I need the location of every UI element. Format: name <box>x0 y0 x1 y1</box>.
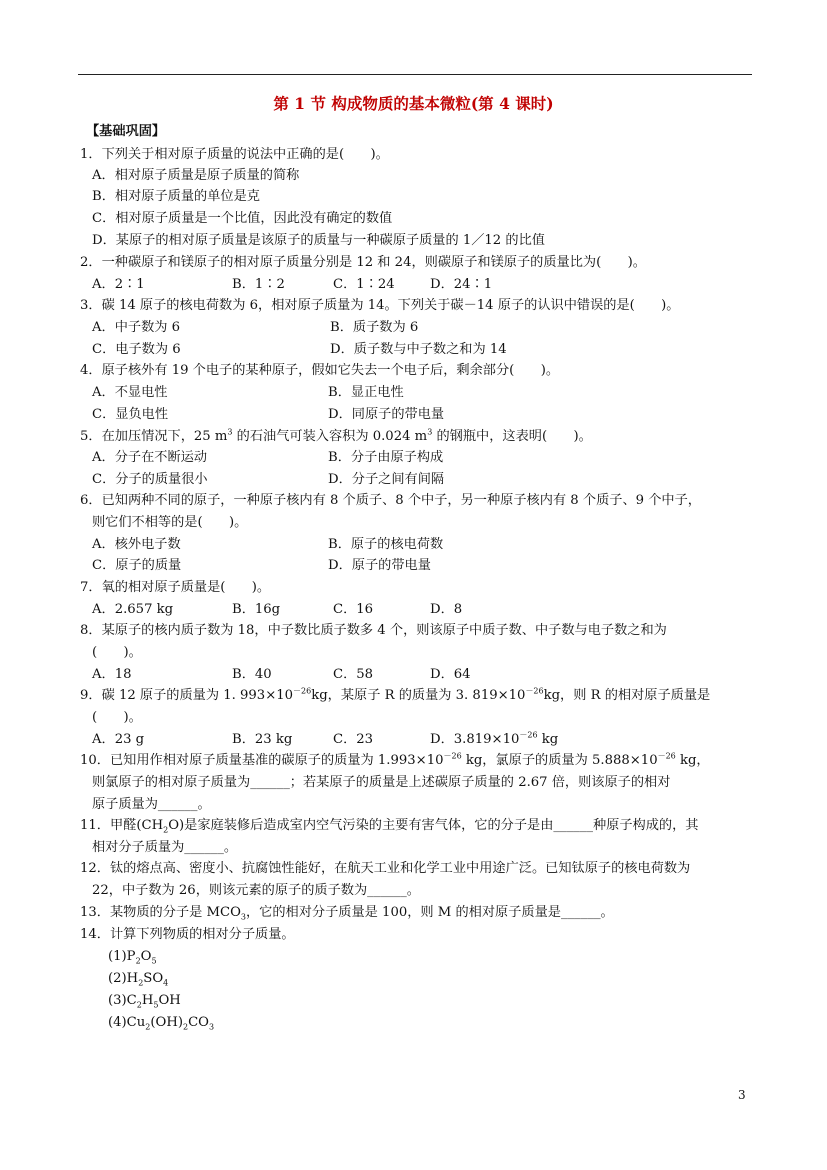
question-5 <box>80 427 592 444</box>
q5-option-b: B．分子由原子构成 <box>328 450 444 465</box>
q8-option-d: D．64 <box>430 667 471 682</box>
q14-item-3 <box>108 993 181 1010</box>
q14-item-3-text-3: OH <box>158 993 181 1008</box>
q14-item-1 <box>108 949 157 966</box>
q14-item-2-text: (2)H <box>108 971 139 986</box>
q11-subscript: 2 <box>163 825 169 835</box>
q14-item-1-sub-2: 5 <box>151 956 157 966</box>
q5-text-3: 的钢瓶中，这表明( )。 <box>432 429 592 444</box>
section-heading: 【基础巩固】 <box>86 124 166 139</box>
q9-exponent-1: －26 <box>293 686 312 696</box>
q13-text-2: ，它的相对分子质量是 100，则 M 的相对原子质量是______。 <box>245 905 614 920</box>
q5-option-d: D．分子之间有间隔 <box>328 472 445 487</box>
q14-item-1-text-2: O <box>140 949 152 964</box>
q10-exponent-2: －26 <box>657 751 676 761</box>
q14-item-4-sub-1: 2 <box>145 1022 151 1032</box>
q9-text-1: 9．碳 12 原子的质量为 1. 993×10 <box>80 688 294 703</box>
q14-item-4-text-2: (OH) <box>150 1015 183 1030</box>
q4-option-d: D．同原子的带电量 <box>328 407 445 422</box>
q14-item-2-sub-2: 4 <box>163 978 169 988</box>
q14-item-2-sub-1: 2 <box>138 978 144 988</box>
question-9-cont: ( )。 <box>92 710 142 725</box>
q13-subscript: 3 <box>240 912 246 922</box>
q9-option-c: C．23 <box>333 732 374 747</box>
q14-item-4-text: (4)Cu <box>108 1015 146 1030</box>
question-10-line-3: 原子质量为______。 <box>92 797 211 812</box>
q5-text-2: 的石油气可装入容积为 0.024 m <box>232 429 428 444</box>
question-1: 1．下列关于相对原子质量的说法中正确的是( )。 <box>80 147 389 162</box>
q9-text-2: kg，某原子 R 的质量为 3. 819×10 <box>311 688 526 703</box>
q5-superscript-1: 3 <box>227 427 233 437</box>
q4-option-c: C．显负电性 <box>92 407 169 422</box>
page-number: 3 <box>738 1088 746 1102</box>
q1-option-a: A．相对原子质量是原子质量的简称 <box>92 168 300 183</box>
q14-item-1-sub-1: 2 <box>135 956 141 966</box>
q7-option-c: C．16 <box>333 602 374 617</box>
question-11-line-2: 相对分子质量为______。 <box>92 840 238 855</box>
q9-option-b: B．23 kg <box>232 732 293 747</box>
question-12-line-2: 22，中子数为 26，则该元素的原子的质子数为______。 <box>92 883 420 898</box>
q14-item-4-sub-3: 3 <box>208 1022 215 1032</box>
q4-option-a: A．不显电性 <box>92 385 168 400</box>
question-4: 4．原子核外有 19 个电子的某种原子，假如它失去一个电子后，剩余部分( )。 <box>80 363 560 378</box>
question-9 <box>80 686 711 703</box>
q10-text-1: 10．已知用作相对原子质量基准的碳原子的质量为 1.993×10 <box>80 753 444 768</box>
question-8-cont: ( )。 <box>92 645 142 660</box>
q1-option-d: D．某原子的相对原子质量是该原子的质量与一种碳原子质量的 1／12 的比值 <box>92 233 545 248</box>
question-6-cont: 则它们不相等的是( )。 <box>92 515 248 530</box>
q9-text-3: kg，则 R 的相对原子质量是 <box>543 688 711 703</box>
q5-option-a: A．分子在不断运动 <box>92 450 208 465</box>
q3-option-a: A．中子数为 6 <box>92 320 181 335</box>
q14-item-1-text: (1)P <box>108 949 136 964</box>
q6-option-a: A．核外电子数 <box>92 537 181 552</box>
q14-item-2-text-2: SO <box>143 971 164 986</box>
q14-item-3-text: (3)C <box>108 993 137 1008</box>
question-13 <box>80 905 614 922</box>
q1-option-b: B．相对原子质量的单位是克 <box>92 189 260 204</box>
q13-text-1: 13．某物质的分子是 MCO <box>80 905 241 920</box>
q9-option-a: A．23 g <box>92 732 145 747</box>
q9-exponent-2: －26 <box>525 686 544 696</box>
q6-option-b: B．原子的核电荷数 <box>328 537 444 552</box>
q5-text-1: 5．在加压情况下，25 m <box>80 429 228 444</box>
q2-option-b: B．1∶2 <box>232 277 285 292</box>
q9-d-text: D．3.819×10 <box>430 732 520 747</box>
q5-option-c: C．分子的质量很小 <box>92 472 208 487</box>
q14-item-4-sub-2: 2 <box>182 1022 189 1032</box>
question-3: 3．碳 14 原子的核电荷数为 6，相对原子质量为 14。下列关于碳－14 原子的认识中错误的是( )。 <box>80 298 680 313</box>
q14-item-2 <box>108 971 169 988</box>
q9-option-d <box>430 730 559 747</box>
q8-option-c: C．58 <box>333 667 374 682</box>
q9-d-unit: kg <box>537 732 559 747</box>
question-8: 8．某原子的核内质子数为 18，中子数比质子数多 4 个，则该原子中质子数、中子数与电子数之和为 <box>80 623 667 638</box>
q3-option-b: B．质子数为 6 <box>330 320 419 335</box>
q14-item-4 <box>108 1015 215 1032</box>
question-14: 14．计算下列物质的相对分子质量。 <box>80 927 295 942</box>
q14-item-3-sub-1: 2 <box>136 1000 142 1010</box>
q3-option-d: D．质子数与中子数之和为 14 <box>330 342 507 357</box>
q6-option-c: C．原子的质量 <box>92 558 182 573</box>
q10-text-3: kg， <box>675 753 710 768</box>
q10-text-2: kg，氯原子的质量为 5.888×10 <box>461 753 658 768</box>
q8-option-b: B．40 <box>232 667 272 682</box>
q7-option-a: A．2.657 kg <box>92 602 174 617</box>
q7-option-b: B．16g <box>232 602 281 617</box>
q14-item-3-sub-2: 5 <box>153 1000 159 1010</box>
q7-option-d: D．8 <box>430 602 463 617</box>
q3-option-c: C．电子数为 6 <box>92 342 181 357</box>
question-12: 12．钛的熔点高、密度小、抗腐蚀性能好，在航天工业和化学工业中用途广泛。已知钛原子的核电荷数为 <box>80 861 691 876</box>
q4-option-b: B．显正电性 <box>328 385 404 400</box>
question-10-line-2: 则氯原子的相对原子质量为______；若某原子的质量是上述碳原子质量的 2.67 倍，则该原子的相对 <box>92 775 671 790</box>
question-6: 6．已知两种不同的原子，一种原子核内有 8 个质子、8 个中子，另一种原子核内有 8 个质子、9 个中子， <box>80 493 701 508</box>
q2-option-d: D．24∶1 <box>430 277 493 292</box>
q2-option-a: A．2∶1 <box>92 277 145 292</box>
question-7: 7．氧的相对原子质量是( )。 <box>80 580 271 595</box>
q6-option-d: D．原子的带电量 <box>328 558 431 573</box>
q14-item-4-text-3: CO <box>188 1015 209 1030</box>
q2-option-c: C．1∶24 <box>333 277 395 292</box>
q14-item-3-text-2: H <box>141 993 154 1008</box>
question-2: 2．一种碳原子和镁原子的相对原子质量分别是 12 和 24，则碳原子和镁原子的质量比为( )。 <box>80 255 646 270</box>
q8-option-a: A．18 <box>92 667 132 682</box>
q5-superscript-2: 3 <box>427 427 433 437</box>
q9-d-exponent: －26 <box>519 730 538 740</box>
q1-option-c: C．相对原子质量是一个比值，因此没有确定的数值 <box>92 211 393 226</box>
question-11 <box>80 818 699 835</box>
header-rule <box>78 74 752 75</box>
q10-exponent-1: －26 <box>443 751 462 761</box>
question-10 <box>80 751 710 768</box>
q11-text-1: 11．甲醛(CH <box>80 818 164 833</box>
page-title: 第 1 节 构成物质的基本微粒(第 4 课时) <box>273 94 554 113</box>
q11-text-2: O)是家庭装修后造成室内空气污染的主要有害气体，它的分子是由______种原子构成的，其 <box>168 818 699 833</box>
